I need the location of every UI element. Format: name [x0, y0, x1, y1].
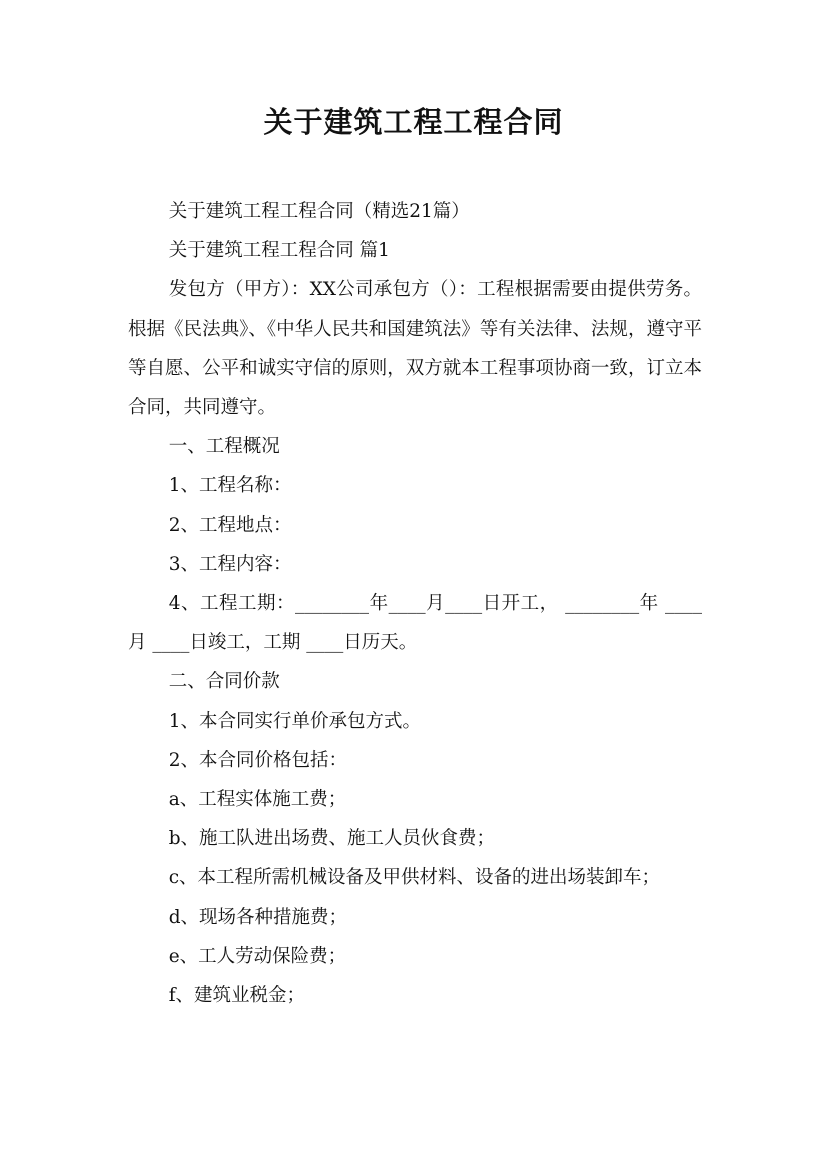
paragraph-project-duration: 4、工程工期：________年____月____日开工， ________年 ____月 ____日竣工，工期 ____日历天。: [128, 593, 702, 654]
list-item-c: c、本工程所需机械设备及甲供材料、设备的进出场装卸车；: [168, 867, 661, 889]
list-item-d: d、现场各种措施费；: [168, 906, 348, 928]
paragraph-price-includes: 2、本合同价格包括：: [168, 749, 347, 771]
document-title: 关于建筑工程工程合同: [263, 105, 564, 139]
paragraph-heading-price: 二、合同价款: [168, 671, 280, 693]
paragraph-project-location: 2、工程地点：: [168, 514, 292, 536]
paragraph-project-content: 3、工程内容：: [168, 553, 292, 575]
list-item-b: b、施工队进出场费、施工人员伙食费；: [168, 828, 496, 850]
list-item-f: f、建筑业税金；: [168, 985, 306, 1007]
paragraph-price-method: 1、本合同实行单价承包方式。: [168, 710, 421, 732]
document-body: [128, 192, 702, 1015]
paragraph-section-heading: 关于建筑工程工程合同 篇1: [168, 240, 390, 262]
paragraph-subtitle: 关于建筑工程工程合同（精选21篇）: [168, 201, 470, 222]
paragraph-heading-overview: 一、工程概况: [168, 436, 280, 458]
list-item-e: e、工人劳动保险费；: [168, 945, 347, 967]
list-item-a: a、工程实体施工费；: [168, 789, 347, 811]
paragraph-parties: 发包方（甲方）：XX公司承包方（）：工程根据需要由提供劳务。根据《民法典》、《中华人民共和国建筑法》等有关法律、法规，遵守平等自愿、公平和诚实守信的原则，双方就本工程事项协商一致，订立本合同，共同遵守。: [128, 279, 702, 419]
paragraph-project-name: 1、工程名称：: [168, 475, 292, 497]
